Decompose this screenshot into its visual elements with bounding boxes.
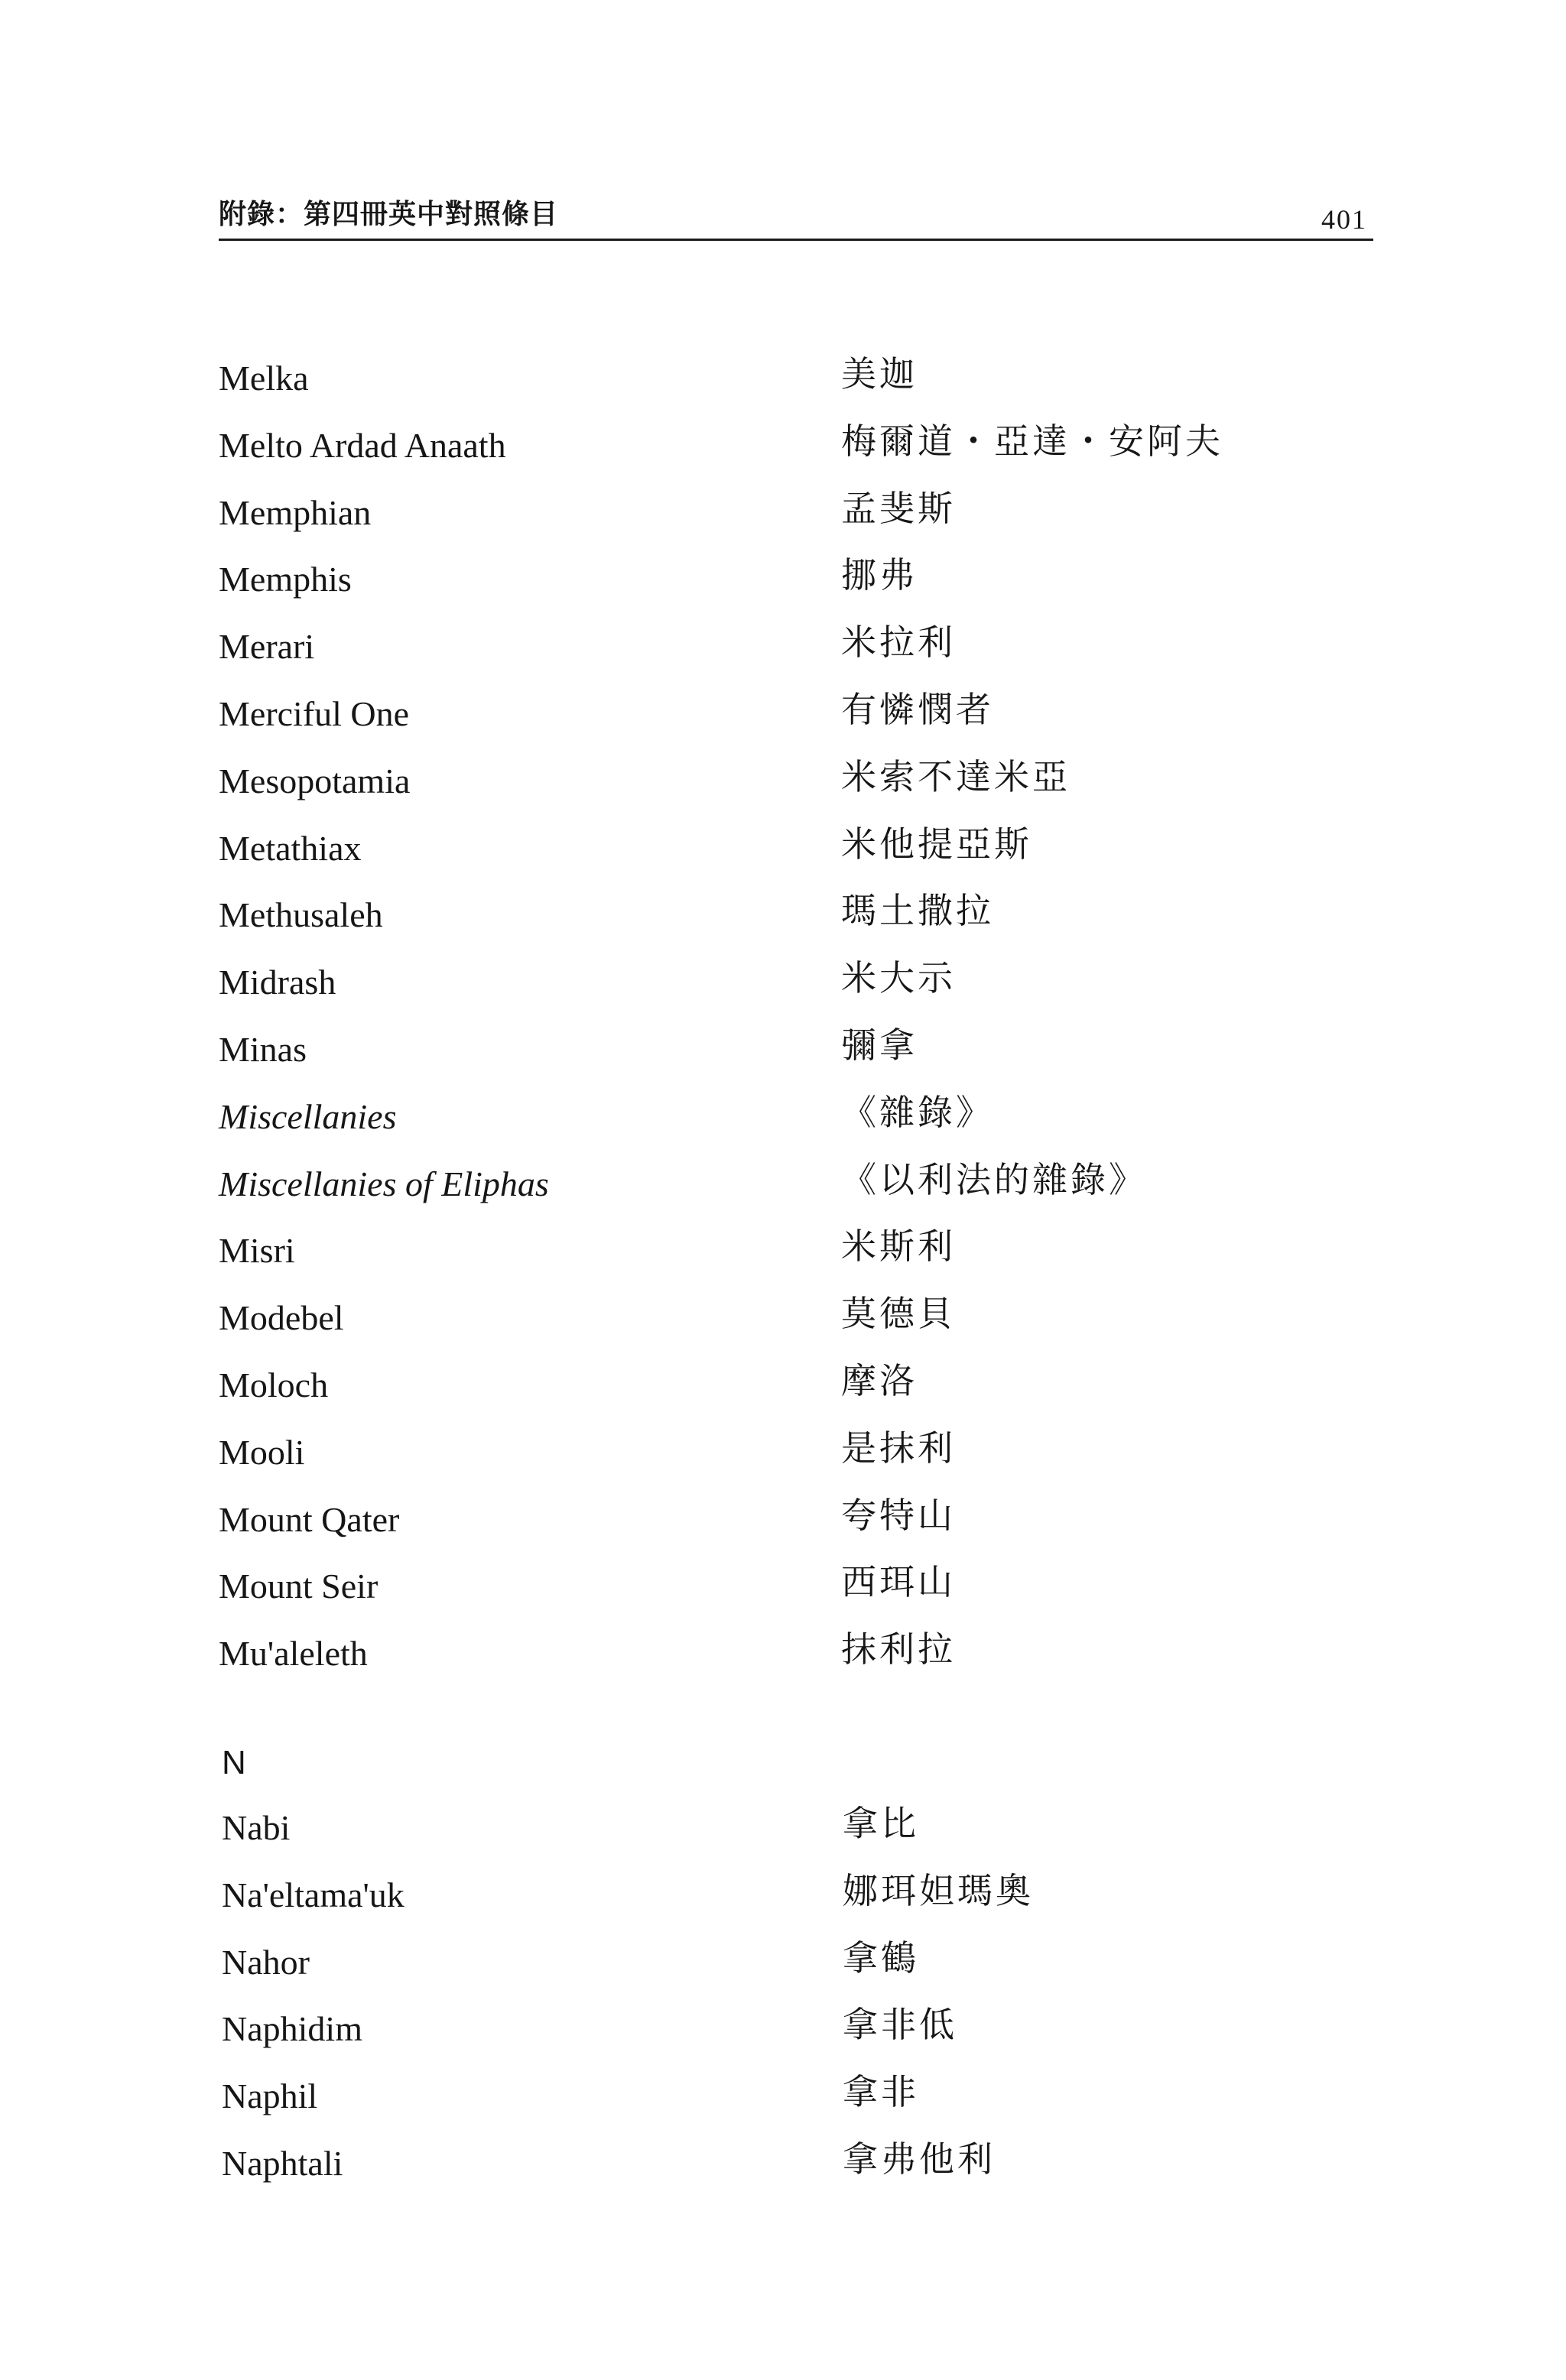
glossary-entry <box>219 1495 1289 1562</box>
english-term: Melto Ardad Anaath <box>219 425 506 465</box>
glossary-entry <box>219 554 1289 622</box>
glossary-entry <box>219 2004 1289 2071</box>
english-term: Nahor <box>222 1942 310 1982</box>
english-term: Modebel <box>219 1298 344 1338</box>
english-term: Mu'aleleth <box>219 1634 368 1674</box>
english-term: Moloch <box>219 1365 329 1404</box>
chinese-term: 美迦 <box>841 353 918 395</box>
chinese-term: 米拉利 <box>841 622 956 664</box>
glossary-entry <box>219 1092 1289 1159</box>
chinese-term: 是抹利 <box>841 1427 956 1469</box>
chinese-term: 拿非低 <box>843 2004 957 2046</box>
glossary-entry <box>219 622 1289 689</box>
glossary-entry <box>219 689 1289 756</box>
chinese-term: 米大示 <box>841 957 956 999</box>
chinese-term: 瑪土撒拉 <box>841 890 994 932</box>
english-term: Mount Seir <box>219 1567 379 1606</box>
glossary-entry <box>219 1937 1289 2005</box>
english-term: Nabi <box>222 1808 291 1847</box>
chinese-term: 《以利法的雜錄》 <box>841 1158 1147 1200</box>
english-term: Minas <box>219 1029 307 1069</box>
glossary-entry <box>219 957 1289 1024</box>
chinese-term: 夸特山 <box>841 1494 956 1536</box>
glossary-entry <box>219 1024 1289 1092</box>
english-term: Naphidim <box>222 2009 362 2049</box>
page-title: 附錄：第四冊英中對照條目 <box>219 199 559 230</box>
chinese-term: 米他提亞斯 <box>841 823 1032 865</box>
glossary-entry <box>219 1870 1289 1937</box>
glossary-entry <box>219 353 1289 420</box>
chinese-term: 彌拿 <box>841 1024 918 1066</box>
glossary-entry <box>219 1159 1289 1226</box>
glossary-list-m <box>219 353 1289 1696</box>
glossary-entry <box>219 420 1289 488</box>
chinese-term: 娜珥妲瑪奧 <box>843 1869 1034 1911</box>
glossary-entry <box>219 1226 1289 1293</box>
english-term: Mooli <box>219 1432 305 1472</box>
english-term: Merciful One <box>219 693 410 733</box>
glossary-entry <box>219 1427 1289 1495</box>
english-term: Mesopotamia <box>219 761 411 800</box>
glossary-entry <box>219 890 1289 957</box>
glossary-entry <box>219 488 1289 555</box>
english-term: Metathiax <box>219 828 362 868</box>
glossary-entry <box>219 1803 1289 1870</box>
english-term: Memphis <box>219 560 352 599</box>
english-term: Methusaleh <box>219 895 383 935</box>
chinese-term: 莫德貝 <box>841 1293 956 1335</box>
chinese-term: 米斯利 <box>841 1226 956 1268</box>
chinese-term: 西珥山 <box>841 1561 956 1603</box>
english-term: Midrash <box>219 963 336 1002</box>
chinese-term: 孟斐斯 <box>841 487 956 529</box>
chinese-term: 摩洛 <box>841 1359 918 1401</box>
english-term: Merari <box>219 627 315 667</box>
glossary-entry <box>219 823 1289 891</box>
glossary-entry <box>219 1628 1289 1696</box>
english-term: Memphian <box>219 492 372 532</box>
header-divider <box>219 239 1373 241</box>
glossary-entry <box>219 756 1289 823</box>
english-term: Misri <box>219 1231 295 1271</box>
chinese-term: 拿弗他利 <box>843 2138 996 2180</box>
chinese-term: 挪弗 <box>841 554 918 596</box>
chinese-term: 梅爾道・亞達・安阿夫 <box>841 420 1223 462</box>
page-number: 401 <box>1321 204 1367 235</box>
glossary-entry <box>219 1561 1289 1628</box>
chinese-term: 拿比 <box>843 1803 919 1844</box>
english-term-work-title: Miscellanies <box>219 1096 397 1136</box>
glossary-entry <box>219 1360 1289 1427</box>
english-term: Na'eltama'uk <box>222 1875 404 1914</box>
section-heading-n: N <box>222 1744 246 1781</box>
glossary-entry <box>219 1293 1289 1360</box>
chinese-term: 有憐憫者 <box>841 688 994 730</box>
glossary-entry <box>219 2138 1289 2206</box>
chinese-term: 米索不達米亞 <box>841 755 1071 797</box>
english-term-work-title: Miscellanies of Eliphas <box>219 1164 549 1203</box>
english-term: Naphtali <box>222 2143 343 2183</box>
chinese-term: 拿鶴 <box>843 1937 919 1979</box>
chinese-term: 拿非 <box>843 2071 919 2113</box>
english-term: Melka <box>219 359 309 398</box>
glossary-entry <box>219 2071 1289 2138</box>
glossary-list-n <box>219 1803 1289 2206</box>
chinese-term: 抹利拉 <box>841 1628 956 1671</box>
chinese-term: 《雜錄》 <box>841 1091 994 1133</box>
english-term: Naphil <box>222 2076 318 2116</box>
english-term: Mount Qater <box>219 1499 400 1539</box>
page-header <box>219 190 1373 242</box>
